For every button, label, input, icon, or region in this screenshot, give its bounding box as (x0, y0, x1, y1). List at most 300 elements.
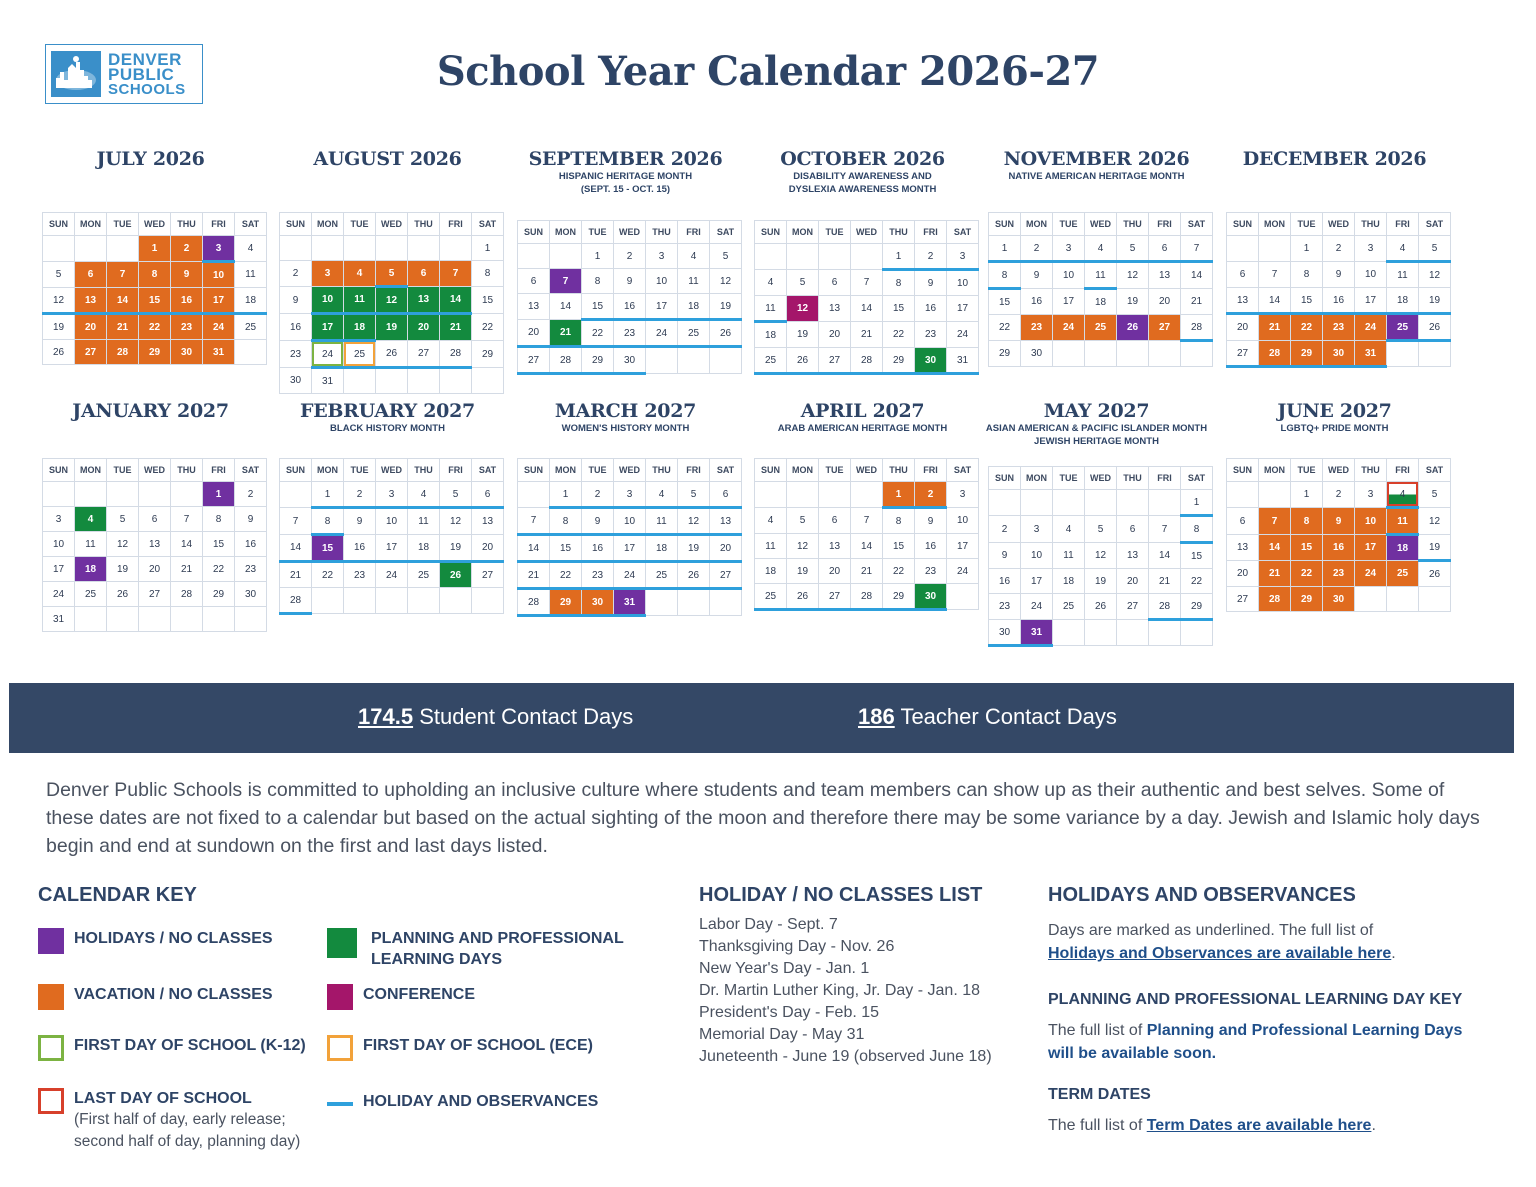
weekday-header: TUE (344, 459, 376, 482)
month-title: NOVEMBER 2026 (1003, 148, 1190, 170)
day-cell: 7 (851, 508, 883, 534)
day-cell: 18 (1053, 569, 1085, 594)
empty-cell (440, 236, 472, 261)
empty-cell (280, 236, 312, 261)
weekday-header: TUE (582, 459, 614, 482)
day-cell: 28 (1181, 315, 1213, 341)
day-cell: 4 (1387, 482, 1419, 508)
day-cell: 16 (235, 532, 267, 557)
key-vacation-label: VACATION / NO CLASSES (74, 986, 273, 1003)
planning-line-2: LEARNING DAYS (371, 951, 502, 968)
day-cell: 22 (139, 314, 171, 340)
day-cell: 28 (440, 341, 472, 368)
month-grid (1226, 458, 1451, 612)
day-cell: 8 (883, 270, 915, 296)
month-title: SEPTEMBER 2026 (528, 148, 723, 170)
day-cell: 21 (518, 562, 550, 589)
day-cell: 19 (43, 314, 75, 340)
month-title: JANUARY 2027 (72, 400, 229, 422)
empty-cell (1419, 341, 1451, 367)
day-cell: 5 (1117, 236, 1149, 262)
weekday-header: TUE (1053, 213, 1085, 236)
day-cell: 30 (1323, 341, 1355, 367)
day-cell: 11 (1387, 508, 1419, 535)
day-cell: 27 (819, 348, 851, 374)
month-title: JUNE 2027 (1277, 400, 1392, 422)
day-cell: 27 (408, 341, 440, 368)
day-cell: 26 (1117, 315, 1149, 341)
day-cell: 2 (171, 236, 203, 262)
day-cell: 17 (376, 535, 408, 562)
day-cell: 14 (107, 288, 139, 314)
planning-line-1: PLANNING AND PROFESSIONAL (371, 930, 624, 947)
day-cell: 19 (787, 322, 819, 348)
day-cell: 18 (1387, 288, 1419, 314)
empty-cell (646, 347, 678, 374)
weekday-header: TUE (819, 221, 851, 244)
weekday-header: SAT (472, 459, 504, 482)
empty-cell (1227, 482, 1259, 508)
day-cell: 10 (43, 532, 75, 557)
day-cell: 1 (1291, 482, 1323, 508)
empty-cell (408, 368, 440, 394)
weekday-header: WED (139, 459, 171, 482)
day-cell: 28 (1259, 341, 1291, 367)
day-cell: 2 (1021, 236, 1053, 262)
day-cell: 22 (1291, 561, 1323, 587)
day-cell: 13 (1149, 262, 1181, 289)
day-cell: 11 (408, 508, 440, 535)
empty-cell (440, 588, 472, 614)
empty-cell (1181, 341, 1213, 367)
day-cell: 30 (235, 582, 267, 607)
day-cell: 17 (203, 288, 235, 314)
month-calendar (968, 400, 1225, 448)
day-cell: 16 (171, 288, 203, 314)
weekday-header: SAT (1181, 467, 1213, 490)
empty-cell (1419, 587, 1451, 612)
logo-line-1: DENVER (108, 49, 182, 69)
holiday-swatch (38, 928, 64, 954)
day-cell: 28 (550, 347, 582, 374)
month-grid (754, 458, 979, 611)
day-cell: 1 (582, 244, 614, 269)
day-cell: 12 (710, 269, 742, 294)
day-cell: 23 (171, 314, 203, 340)
day-cell: 9 (1323, 508, 1355, 535)
day-cell: 15 (203, 532, 235, 557)
day-cell: 15 (582, 294, 614, 320)
weekday-header: WED (139, 213, 171, 236)
month-grid (1226, 212, 1451, 368)
month-subtitle: HISPANIC HERITAGE MONTH (558, 171, 693, 182)
day-cell: 1 (1181, 490, 1213, 516)
holiday-list-item: Thanksgiving Day - Nov. 26 (699, 938, 895, 955)
weekday-header: SAT (947, 459, 979, 482)
day-cell: 17 (1021, 569, 1053, 594)
day-cell: 21 (280, 562, 312, 588)
day-cell: 3 (312, 261, 344, 287)
day-cell: 28 (280, 588, 312, 614)
day-cell: 3 (614, 482, 646, 508)
month-calendar (1206, 400, 1463, 435)
day-cell: 15 (550, 535, 582, 562)
day-cell: 4 (678, 244, 710, 269)
key-vacation (38, 984, 273, 1010)
empty-cell (1085, 620, 1117, 646)
day-cell: 23 (235, 557, 267, 582)
day-cell: 7 (280, 508, 312, 535)
day-cell: 21 (107, 314, 139, 340)
weekday-header: SUN (989, 213, 1021, 236)
day-cell: 9 (171, 262, 203, 288)
empty-cell (678, 589, 710, 616)
day-cell: 11 (1053, 543, 1085, 569)
day-cell: 2 (989, 516, 1021, 543)
empty-cell (1227, 236, 1259, 262)
day-cell: 4 (1085, 236, 1117, 262)
day-cell: 11 (235, 262, 267, 288)
day-cell: 1 (550, 482, 582, 508)
day-cell: 22 (989, 315, 1021, 341)
day-cell: 1 (312, 482, 344, 508)
day-cell: 19 (107, 557, 139, 582)
day-cell: 27 (819, 584, 851, 610)
weekday-header: WED (851, 221, 883, 244)
weekday-header: SUN (43, 213, 75, 236)
day-cell: 24 (1355, 314, 1387, 341)
month-grid (42, 212, 267, 365)
day-cell: 5 (710, 244, 742, 269)
day-cell: 6 (1227, 508, 1259, 535)
day-cell: 14 (851, 534, 883, 559)
day-cell: 4 (755, 270, 787, 296)
weekday-header: THU (883, 221, 915, 244)
day-cell: 3 (1053, 236, 1085, 262)
day-cell: 22 (883, 322, 915, 348)
empty-cell (646, 589, 678, 616)
day-cell: 19 (440, 535, 472, 562)
month-calendar (734, 400, 991, 435)
day-cell: 6 (1227, 262, 1259, 288)
day-cell: 5 (787, 270, 819, 296)
empty-cell (550, 244, 582, 269)
weekday-header: TUE (1291, 459, 1323, 482)
day-cell: 10 (646, 269, 678, 294)
day-cell: 10 (947, 508, 979, 534)
weekday-header: FRI (203, 459, 235, 482)
day-cell: 6 (139, 507, 171, 532)
key-first-day-k12 (38, 1035, 306, 1061)
weekday-header: THU (1117, 467, 1149, 490)
day-cell: 28 (1259, 587, 1291, 612)
empty-cell (312, 236, 344, 261)
day-cell: 24 (646, 320, 678, 347)
day-cell: 29 (1291, 341, 1323, 367)
day-cell: 29 (1181, 594, 1213, 620)
day-cell: 19 (1419, 288, 1451, 314)
day-cell: 1 (883, 482, 915, 508)
day-cell: 10 (1355, 262, 1387, 288)
key-planning-label (371, 928, 624, 970)
day-cell: 7 (1149, 516, 1181, 543)
day-cell: 29 (989, 341, 1021, 367)
month-grid (988, 212, 1213, 367)
day-cell: 15 (472, 287, 504, 314)
logo-line-3: SCHOOLS (108, 80, 186, 98)
month-calendar (259, 400, 516, 435)
day-cell: 12 (787, 296, 819, 322)
weekday-header: MON (1259, 459, 1291, 482)
empty-cell (1053, 620, 1085, 646)
weekday-header: THU (646, 221, 678, 244)
day-cell: 27 (1227, 341, 1259, 367)
day-cell: 27 (1149, 315, 1181, 341)
month-title: DECEMBER 2026 (1242, 148, 1427, 170)
day-cell: 19 (678, 535, 710, 562)
day-cell: 25 (1085, 315, 1117, 341)
key-last-day (38, 1088, 308, 1153)
day-cell: 8 (203, 507, 235, 532)
weekday-header: THU (171, 213, 203, 236)
day-cell: 11 (1387, 262, 1419, 288)
day-cell: 4 (755, 508, 787, 534)
weekday-header: SUN (1227, 459, 1259, 482)
month-subtitle: ARAB AMERICAN HERITAGE MONTH (777, 423, 948, 434)
key-observances (327, 1091, 598, 1112)
key-last-day-label (74, 1088, 308, 1153)
day-cell: 27 (472, 562, 504, 588)
day-cell: 25 (1053, 594, 1085, 620)
day-cell: 25 (646, 562, 678, 589)
day-cell: 15 (312, 535, 344, 562)
day-cell: 9 (989, 543, 1021, 569)
month-grid (42, 458, 267, 632)
weekday-header: MON (1021, 467, 1053, 490)
day-cell: 12 (1085, 543, 1117, 569)
day-cell: 8 (472, 261, 504, 287)
day-cell: 8 (582, 269, 614, 294)
key-observances-label: HOLIDAY AND OBSERVANCES (363, 1093, 599, 1110)
day-cell: 30 (614, 347, 646, 374)
term-dates-link[interactable]: Term Dates are available here (1146, 1117, 1372, 1134)
term-dates-title: TERM DATES (1048, 1086, 1151, 1103)
day-cell: 31 (1355, 341, 1387, 367)
day-cell: 26 (376, 341, 408, 368)
day-cell: 3 (43, 507, 75, 532)
day-cell: 20 (819, 322, 851, 348)
weekday-header: FRI (440, 459, 472, 482)
first-day-ece-swatch (327, 1035, 353, 1061)
weekday-header: SAT (710, 459, 742, 482)
day-cell: 30 (915, 348, 947, 374)
empty-cell (107, 482, 139, 507)
day-cell: 6 (75, 262, 107, 288)
day-cell: 2 (915, 482, 947, 508)
day-cell: 13 (408, 287, 440, 314)
key-conference-label: CONFERENCE (363, 986, 476, 1003)
empty-cell (1021, 490, 1053, 516)
day-cell: 18 (408, 535, 440, 562)
month-subtitle: DYSLEXIA AWARENESS MONTH (788, 184, 937, 195)
student-days-number: 174.5 (358, 704, 414, 729)
weekday-header: TUE (1053, 467, 1085, 490)
day-cell: 31 (1021, 620, 1053, 646)
weekday-header: FRI (678, 221, 710, 244)
day-cell: 16 (614, 294, 646, 320)
day-cell: 6 (1117, 516, 1149, 543)
day-cell: 26 (1085, 594, 1117, 620)
day-cell: 12 (440, 508, 472, 535)
day-cell: 25 (408, 562, 440, 588)
empty-cell (235, 340, 267, 365)
last-day-title: LAST DAY OF SCHOOL (74, 1090, 252, 1107)
day-cell: 26 (787, 584, 819, 610)
empty-cell (1085, 490, 1117, 516)
day-cell: 16 (915, 296, 947, 322)
day-cell: 1 (883, 244, 915, 270)
day-cell: 25 (235, 314, 267, 340)
weekday-header: SUN (280, 459, 312, 482)
day-cell: 1 (989, 236, 1021, 262)
empty-cell (989, 490, 1021, 516)
day-cell: 19 (1117, 289, 1149, 315)
empty-cell (376, 588, 408, 614)
day-cell: 31 (43, 607, 75, 632)
day-cell: 18 (755, 322, 787, 348)
day-cell: 2 (582, 482, 614, 508)
day-cell: 5 (1419, 236, 1451, 262)
month-grid (517, 220, 742, 375)
weekday-header: THU (883, 459, 915, 482)
month-title: MAY 2027 (1043, 400, 1150, 422)
page-title: School Year Calendar 2026-27 (436, 48, 1100, 95)
day-cell: 16 (582, 535, 614, 562)
weekday-header: THU (171, 459, 203, 482)
month-calendar (22, 148, 279, 170)
weekday-header: THU (408, 459, 440, 482)
day-cell: 18 (678, 294, 710, 320)
planning-key-bold: Planning and Professional Learning Days will be available soon. (1048, 1022, 1463, 1062)
day-cell: 30 (280, 368, 312, 394)
empty-cell (1085, 341, 1117, 367)
day-cell: 14 (518, 535, 550, 562)
day-cell: 4 (75, 507, 107, 532)
day-cell: 12 (376, 287, 408, 314)
day-cell: 5 (43, 262, 75, 288)
day-cell: 14 (1259, 535, 1291, 561)
day-cell: 16 (1323, 535, 1355, 561)
day-cell: 12 (1117, 262, 1149, 289)
empty-cell (344, 236, 376, 261)
planning-key-title: PLANNING AND PROFESSIONAL LEARNING DAY KEY (1048, 991, 1463, 1008)
day-cell: 27 (1227, 587, 1259, 612)
key-conference (327, 984, 475, 1010)
student-days-label: Student Contact Days (419, 704, 634, 729)
day-cell: 4 (646, 482, 678, 508)
weekday-header: FRI (440, 213, 472, 236)
empty-cell (947, 584, 979, 610)
day-cell: 25 (1387, 561, 1419, 587)
day-cell: 7 (1259, 262, 1291, 288)
day-cell: 24 (312, 341, 344, 368)
conference-swatch (327, 984, 353, 1010)
month-subtitle: WOMEN'S HISTORY MONTH (561, 423, 690, 434)
day-cell: 3 (646, 244, 678, 269)
month-calendar (497, 400, 754, 435)
day-cell: 9 (915, 270, 947, 296)
day-cell: 16 (1323, 288, 1355, 314)
day-cell: 7 (440, 261, 472, 287)
planning-key-pre: The full list of (1048, 1022, 1143, 1039)
weekday-header: SAT (710, 221, 742, 244)
day-cell: 27 (139, 582, 171, 607)
day-cell: 2 (1323, 482, 1355, 508)
day-cell: 3 (947, 244, 979, 270)
day-cell: 21 (851, 559, 883, 584)
key-holidays (38, 928, 273, 954)
weekday-header: MON (75, 459, 107, 482)
day-cell: 29 (582, 347, 614, 374)
weekday-header: MON (1021, 213, 1053, 236)
empty-cell (408, 588, 440, 614)
day-cell: 10 (614, 508, 646, 535)
day-cell: 17 (1053, 289, 1085, 315)
empty-cell (1259, 482, 1291, 508)
empty-cell (678, 347, 710, 374)
day-cell: 5 (376, 261, 408, 287)
day-cell: 15 (139, 288, 171, 314)
empty-cell (440, 368, 472, 394)
day-cell: 28 (107, 340, 139, 365)
observance-line-swatch (327, 1102, 353, 1106)
day-cell: 21 (1259, 561, 1291, 587)
observances-link[interactable]: Holidays and Observances are available here (1048, 945, 1392, 962)
day-cell: 28 (518, 589, 550, 616)
day-cell: 9 (1323, 262, 1355, 288)
weekday-header: SUN (43, 459, 75, 482)
intro-paragraph: Denver Public Schools is committed to upholding an inclusive culture where students and team members can show up as their authentic and best selves. Some of these dates are not fixed to a calendar but based on the actual sighting of the moon and therefore there may be some variance by a day. Jewish and Islamic holy days begin and end at sundown on the first and last days listed. (46, 779, 1480, 857)
weekday-header: SAT (235, 213, 267, 236)
day-cell: 11 (755, 534, 787, 559)
day-cell: 8 (1181, 516, 1213, 543)
day-cell: 25 (755, 584, 787, 610)
day-cell: 10 (203, 262, 235, 288)
day-cell: 18 (75, 557, 107, 582)
weekday-header: SAT (1181, 213, 1213, 236)
month-subtitle: BLACK HISTORY MONTH (330, 423, 445, 434)
day-cell: 28 (851, 584, 883, 610)
day-cell: 29 (883, 348, 915, 374)
day-cell: 12 (43, 288, 75, 314)
day-cell: 10 (1021, 543, 1053, 569)
day-cell: 14 (280, 535, 312, 562)
day-cell: 17 (947, 296, 979, 322)
day-cell: 9 (582, 508, 614, 535)
month-calendar (22, 400, 279, 422)
day-cell: 9 (280, 287, 312, 314)
day-cell: 6 (1149, 236, 1181, 262)
day-cell: 5 (678, 482, 710, 508)
empty-cell (1387, 587, 1419, 612)
key-holidays-label: HOLIDAYS / NO CLASSES (74, 930, 273, 947)
day-cell: 25 (755, 348, 787, 374)
observances-desc: Days are marked as underlined. The full list of (1048, 922, 1374, 939)
day-cell: 16 (915, 534, 947, 559)
day-cell: 2 (235, 482, 267, 507)
month-grid (279, 212, 504, 394)
day-cell: 31 (203, 340, 235, 365)
